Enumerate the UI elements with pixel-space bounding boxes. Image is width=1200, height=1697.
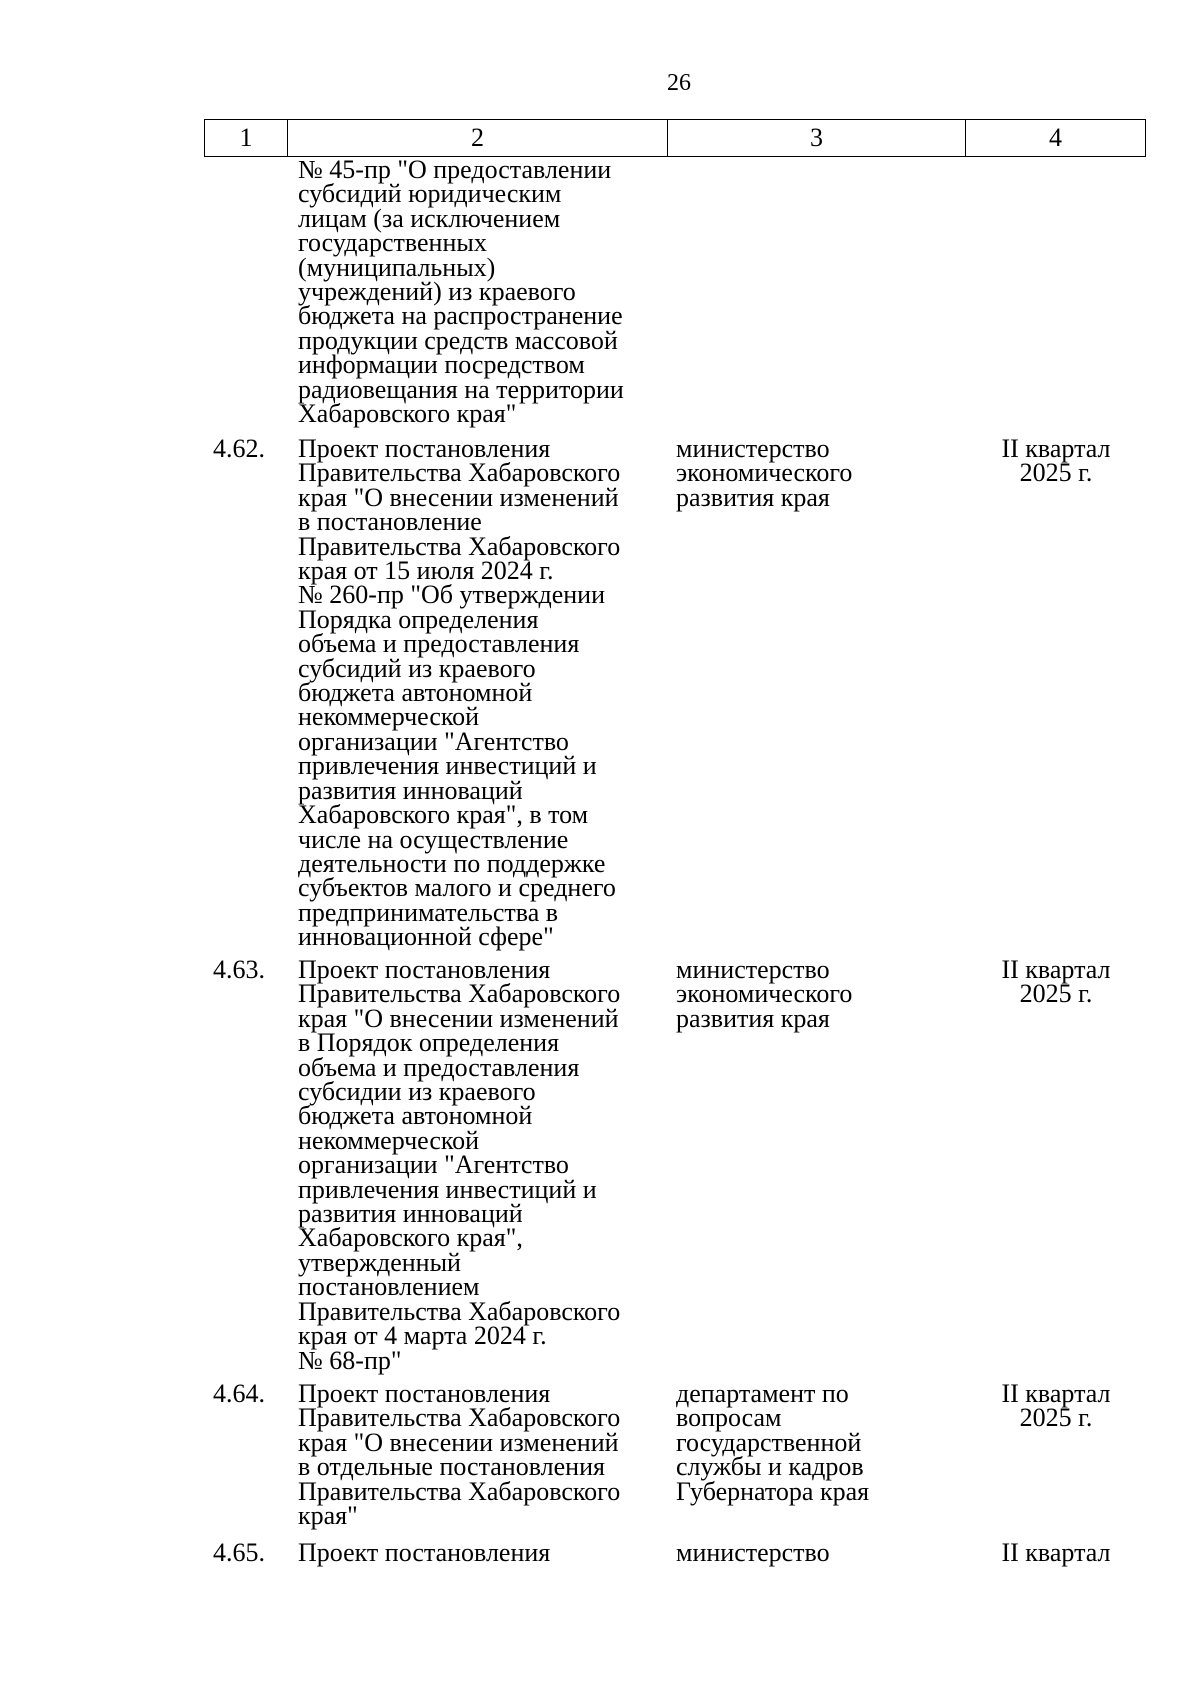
row-number: 4.63. xyxy=(213,955,265,984)
header-col-1: 1 xyxy=(205,120,288,156)
row-deadline: II квартал xyxy=(1001,1538,1111,1567)
row-title: Проект постановления Правительства Хабаровского края "О внесении изменений в Порядок определения объема и предоставления субсидии из краевого бюджета автономной некоммерческой организации "Агентство привлечения инвестиций и развития инноваций Хабаровского края", утвержденный постановлением Правительства Хабаровского края от 4 марта 2024 г. № 68-пр" xyxy=(298,955,621,1375)
row-responsible: министерство xyxy=(676,1538,830,1567)
continuation-text: № 45-пр "О предоставлении субсидий юридическим лицам (за исключением государственных (муниципальных) учреждений) из краевого бюджета на распространение продукции средств массовой информации посредством радиовещания на территории Хабаровского края" xyxy=(298,155,624,429)
row-responsible: министерство экономического развития края xyxy=(676,434,853,512)
page-number: 26 xyxy=(667,70,691,96)
header-col-3: 3 xyxy=(668,120,966,156)
row-deadline: II квартал 2025 г. xyxy=(1001,1379,1111,1433)
row-deadline: II квартал 2025 г. xyxy=(1001,434,1111,488)
row-responsible: департамент по вопросам государственной службы и кадров Губернатора края xyxy=(676,1379,870,1506)
row-deadline: II квартал 2025 г. xyxy=(1001,955,1111,1009)
row-responsible: министерство экономического развития края xyxy=(676,955,853,1033)
header-col-2: 2 xyxy=(288,120,668,156)
row-number: 4.65. xyxy=(213,1538,265,1567)
row-number: 4.64. xyxy=(213,1379,265,1408)
row-number: 4.62. xyxy=(213,434,265,463)
row-title: Проект постановления xyxy=(298,1538,551,1567)
table-header-row xyxy=(204,119,1146,157)
row-title: Проект постановления Правительства Хабаровского края "О внесении изменений в постановление Правительства Хабаровского края от 15 июля 2024 г. № 260-пр "Об утверждении Порядка определения объема и предоставления субсидий из краевого бюджета автономной некоммерческой организации "Агентство привлечения инвестиций и развития инноваций Хабаровского края", в том числе на осуществление деятельности по поддержке субъектов малого и среднего предпринимательства в инновационной сфере" xyxy=(298,434,621,952)
header-col-4: 4 xyxy=(1049,123,1062,152)
row-title: Проект постановления Правительства Хабаровского края "О внесении изменений в отдельные постановления Правительства Хабаровского края" xyxy=(298,1379,621,1531)
